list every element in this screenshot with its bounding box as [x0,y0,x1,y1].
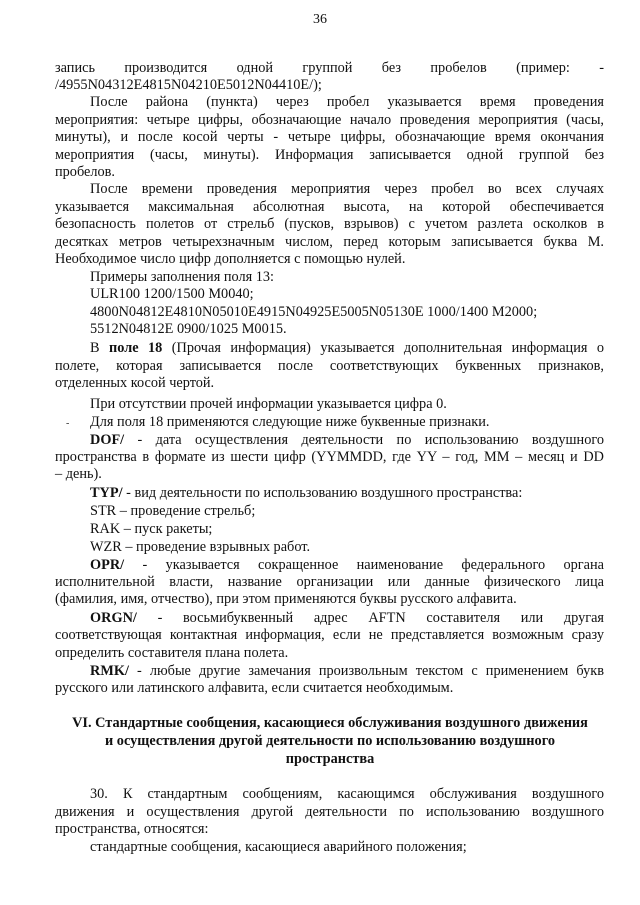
text-line: определить составителя плана полета. [55,645,289,661]
section-heading: VI. Стандартные сообщения, касающиеся обслуживания воздушного движения [72,715,588,731]
dof-item: DOF/ - дата осуществления деятельности по использованию воздушного [90,432,604,448]
section-heading: пространства [285,751,375,767]
text-line: – день). [55,466,102,482]
text-line: RAK – пуск ракеты; [90,521,213,537]
text-line: ULR100 1200/1500 M0040; [90,286,254,302]
text-line: десятках метров четырехзначным числом, перед которым записывается буква М. [55,234,604,250]
text-line: русского или латинского алфавита, если считается необходимым. [55,680,454,696]
text-line: 5512N04812E 0900/1025 M0015. [90,321,287,337]
text-line: соответствующая контактная информация, если не представляется возможным сразу [55,627,604,643]
text-line: 4800N04812E4810N05010E4915N04925E5005N05130E 1000/1400 M2000; [90,304,538,320]
text-line: исполнительной власти, название организации или данные физического лица [55,574,604,590]
text-line: пространства в формате из шести цифр (YYMMDD, где YY – год, MM – месяц и DD [55,449,604,465]
text-line: движения и осуществления другой деятельности по использованию воздушного [55,804,604,820]
text-line: WZR – проведение взрывных работ. [90,539,311,555]
text-line: После района (пункта) через пробел указывается время проведения [90,94,604,110]
text-line: Для поля 18 применяются следующие ниже буквенные признаки. [90,414,490,430]
text-line: После времени проведения мероприятия через пробел во всех случаях [90,181,604,197]
text-line: При отсутствии прочей информации указывается цифра 0. [90,396,447,412]
opr-item: OPR/ - указывается сокращенное наименование федерального органа [90,557,605,573]
typ-item: TYP/ - вид деятельности по использованию воздушного пространства: [90,485,523,501]
text-line: указывается максимальная абсолютная высота, на которой обеспечивается [55,199,604,215]
text-line: запись производится одной группой без пробелов (пример: - [55,60,604,76]
text-line: пространства, относятся: [55,821,209,837]
text-line: (фамилия, имя, отчество), при этом применяются буквы русского алфавита. [55,591,517,607]
text-line: Примеры заполнения поля 13: [90,269,275,285]
margin-mark: - [66,418,70,429]
text-line: Необходимое число цифр дополняется с помощью нулей. [55,251,406,267]
text-line: мероприятия (часы, минуты). Информация записывается одной группой без [55,147,604,163]
text-line: стандартные сообщения, касающиеся аварийного положения; [90,839,467,855]
text-line: минуты), и после косой черты - четыре цифры, обозначающие время окончания [55,129,604,145]
section-heading: и осуществления другой деятельности по использованию воздушного [105,733,555,749]
rmk-item: RMK/ - любые другие замечания произвольным текстом с применением букв [90,663,604,679]
field18-intro: В поле 18 (Прочая информация) указывается дополнительная информация о [90,340,605,356]
text-line: безопасность полетов от стрельб (пусков, взрывов) с учетом разлета осколков в [55,216,604,232]
orgn-item: ORGN/ - восьмибуквенный адрес AFTN составителя или другая [90,610,605,626]
text-line: полете, которая записывается после соответствующих буквенных признаков, [55,358,604,374]
text-line: /4955N04312E4815N04210E5012N04410E/); [55,77,322,93]
text-line: мероприятия: четыре цифры, обозначающие начало проведения мероприятия (часы, [55,112,604,128]
paragraph-30: 30. К стандартным сообщениям, касающимся обслуживания воздушного [90,786,604,802]
text-line: пробелов. [55,164,115,180]
text-line: отделенных косой чертой. [55,375,215,391]
page-number: 36 [313,12,327,27]
text-line: STR – проведение стрельб; [90,503,256,519]
